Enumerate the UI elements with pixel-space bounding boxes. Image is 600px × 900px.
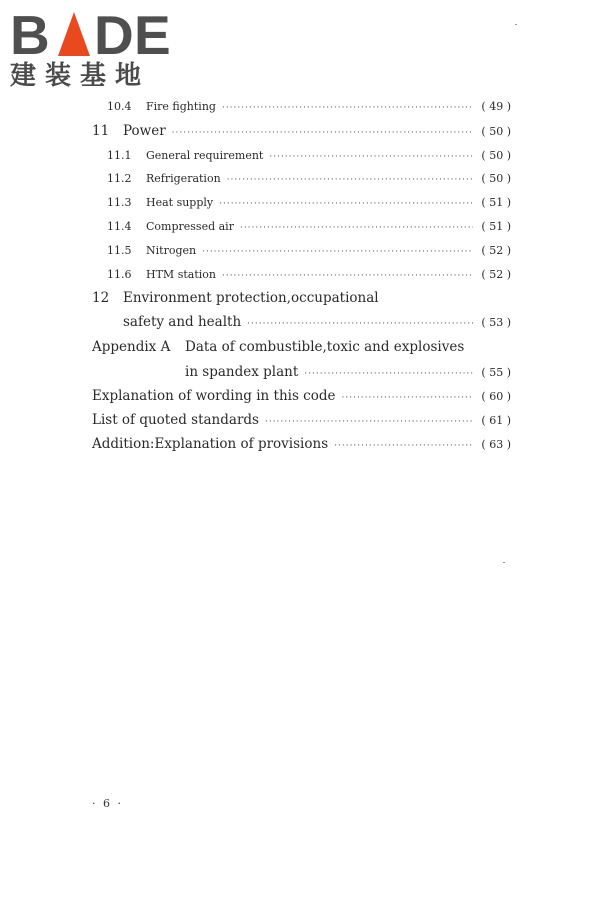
toc-entry-page: ( 52 ) — [481, 268, 511, 281]
brand-logo — [10, 6, 180, 62]
toc-entry-page: ( 51 ) — [481, 196, 511, 209]
toc-entry-title: Addition:Explanation of provisions — [92, 436, 329, 452]
page-number: · 6 · — [92, 797, 123, 810]
toc-leader-dots — [269, 152, 473, 162]
toc-entry-title: List of quoted standards — [92, 412, 259, 428]
toc-entry-page: ( 53 ) — [481, 316, 511, 329]
toc-leader-dots — [222, 103, 473, 113]
logo-letter-e: E — [134, 6, 171, 62]
toc-entry-title: Fire fighting — [146, 100, 216, 113]
toc-entry-title-continued: in spandex plant — [185, 364, 299, 380]
toc-entry-page: ( 61 ) — [481, 414, 511, 427]
toc-entry-number: Appendix A — [92, 339, 171, 355]
toc-entry-title: Compressed air — [146, 220, 234, 233]
toc-entry-title: HTM station — [146, 268, 216, 281]
scan-speck — [515, 24, 517, 25]
toc-entry-page: ( 49 ) — [481, 100, 511, 113]
toc-leader-dots — [342, 393, 474, 403]
toc-entry-title: Refrigeration — [146, 172, 221, 185]
toc-entry-10-4[interactable] — [107, 100, 511, 113]
toc-entry-title: Data of combustible,toxic and explosives — [185, 339, 465, 355]
toc-entry-appendix-a[interactable] — [185, 364, 511, 380]
toc-entry-number: 11.5 — [107, 244, 132, 257]
toc-entry-page: ( 63 ) — [481, 438, 511, 451]
toc-entry-appendix-a-heading[interactable] — [92, 339, 464, 355]
toc-entry-11-2[interactable] — [107, 172, 511, 185]
toc-entry-title: Environment protection,occupational — [123, 290, 379, 306]
toc-leader-dots — [247, 319, 473, 329]
toc-entry-number: 12 — [92, 290, 110, 306]
toc-entry-number: 11.4 — [107, 220, 132, 233]
toc-entry-11-5[interactable] — [107, 244, 511, 257]
toc-entry-11-6[interactable] — [107, 268, 511, 281]
toc-entry-title: Nitrogen — [146, 244, 197, 257]
toc-entry-addition[interactable] — [92, 436, 511, 452]
toc-entry-number: 11.1 — [107, 149, 132, 162]
toc-entry-quoted-standards[interactable] — [92, 412, 511, 428]
logo-letter-b: B — [10, 6, 50, 62]
toc-entry-12-heading[interactable] — [92, 290, 379, 306]
bade-logo-mark — [10, 6, 180, 62]
toc-leader-dots — [219, 199, 473, 209]
toc-entry-title-continued: safety and health — [123, 314, 242, 330]
toc-entry-page: ( 60 ) — [481, 390, 511, 403]
toc-leader-dots — [304, 369, 473, 379]
toc-entry-page: ( 51 ) — [481, 220, 511, 233]
toc-entry-11-1[interactable] — [107, 149, 511, 162]
toc-leader-dots — [222, 271, 473, 281]
toc-entry-page: ( 50 ) — [481, 172, 511, 185]
toc-entry-number: 11 — [92, 123, 110, 139]
toc-entry-page: ( 55 ) — [481, 366, 511, 379]
toc-entry-title: Power — [123, 123, 166, 139]
logo-letter-d: D — [94, 6, 134, 62]
toc-entry-11[interactable] — [92, 123, 511, 139]
logo-letter-a-triangle — [58, 12, 90, 56]
toc-entry-11-3[interactable] — [107, 196, 511, 209]
toc-entry-11-4[interactable] — [107, 220, 511, 233]
toc-entry-explanation-of-wording[interactable] — [92, 388, 511, 404]
toc-leader-dots — [265, 417, 473, 427]
logo-chinese-text: 建装基地 — [10, 61, 151, 91]
toc-leader-dots — [202, 247, 473, 257]
toc-entry-number: 11.3 — [107, 196, 132, 209]
toc-leader-dots — [227, 175, 473, 185]
toc-leader-dots — [334, 441, 473, 451]
toc-entry-number: 11.6 — [107, 268, 132, 281]
toc-entry-title: Explanation of wording in this code — [92, 388, 336, 404]
toc-leader-dots — [172, 128, 473, 138]
toc-entry-page: ( 52 ) — [481, 244, 511, 257]
toc-entry-title: General requirement — [146, 149, 264, 162]
toc-entry-12[interactable] — [123, 314, 511, 330]
scan-speck — [503, 562, 505, 563]
toc-entry-number: 10.4 — [107, 100, 132, 113]
toc-leader-dots — [240, 223, 473, 233]
toc-entry-page: ( 50 ) — [481, 149, 511, 162]
toc-entry-page: ( 50 ) — [481, 125, 511, 138]
toc-entry-title: Heat supply — [146, 196, 214, 209]
toc-entry-number: 11.2 — [107, 172, 132, 185]
